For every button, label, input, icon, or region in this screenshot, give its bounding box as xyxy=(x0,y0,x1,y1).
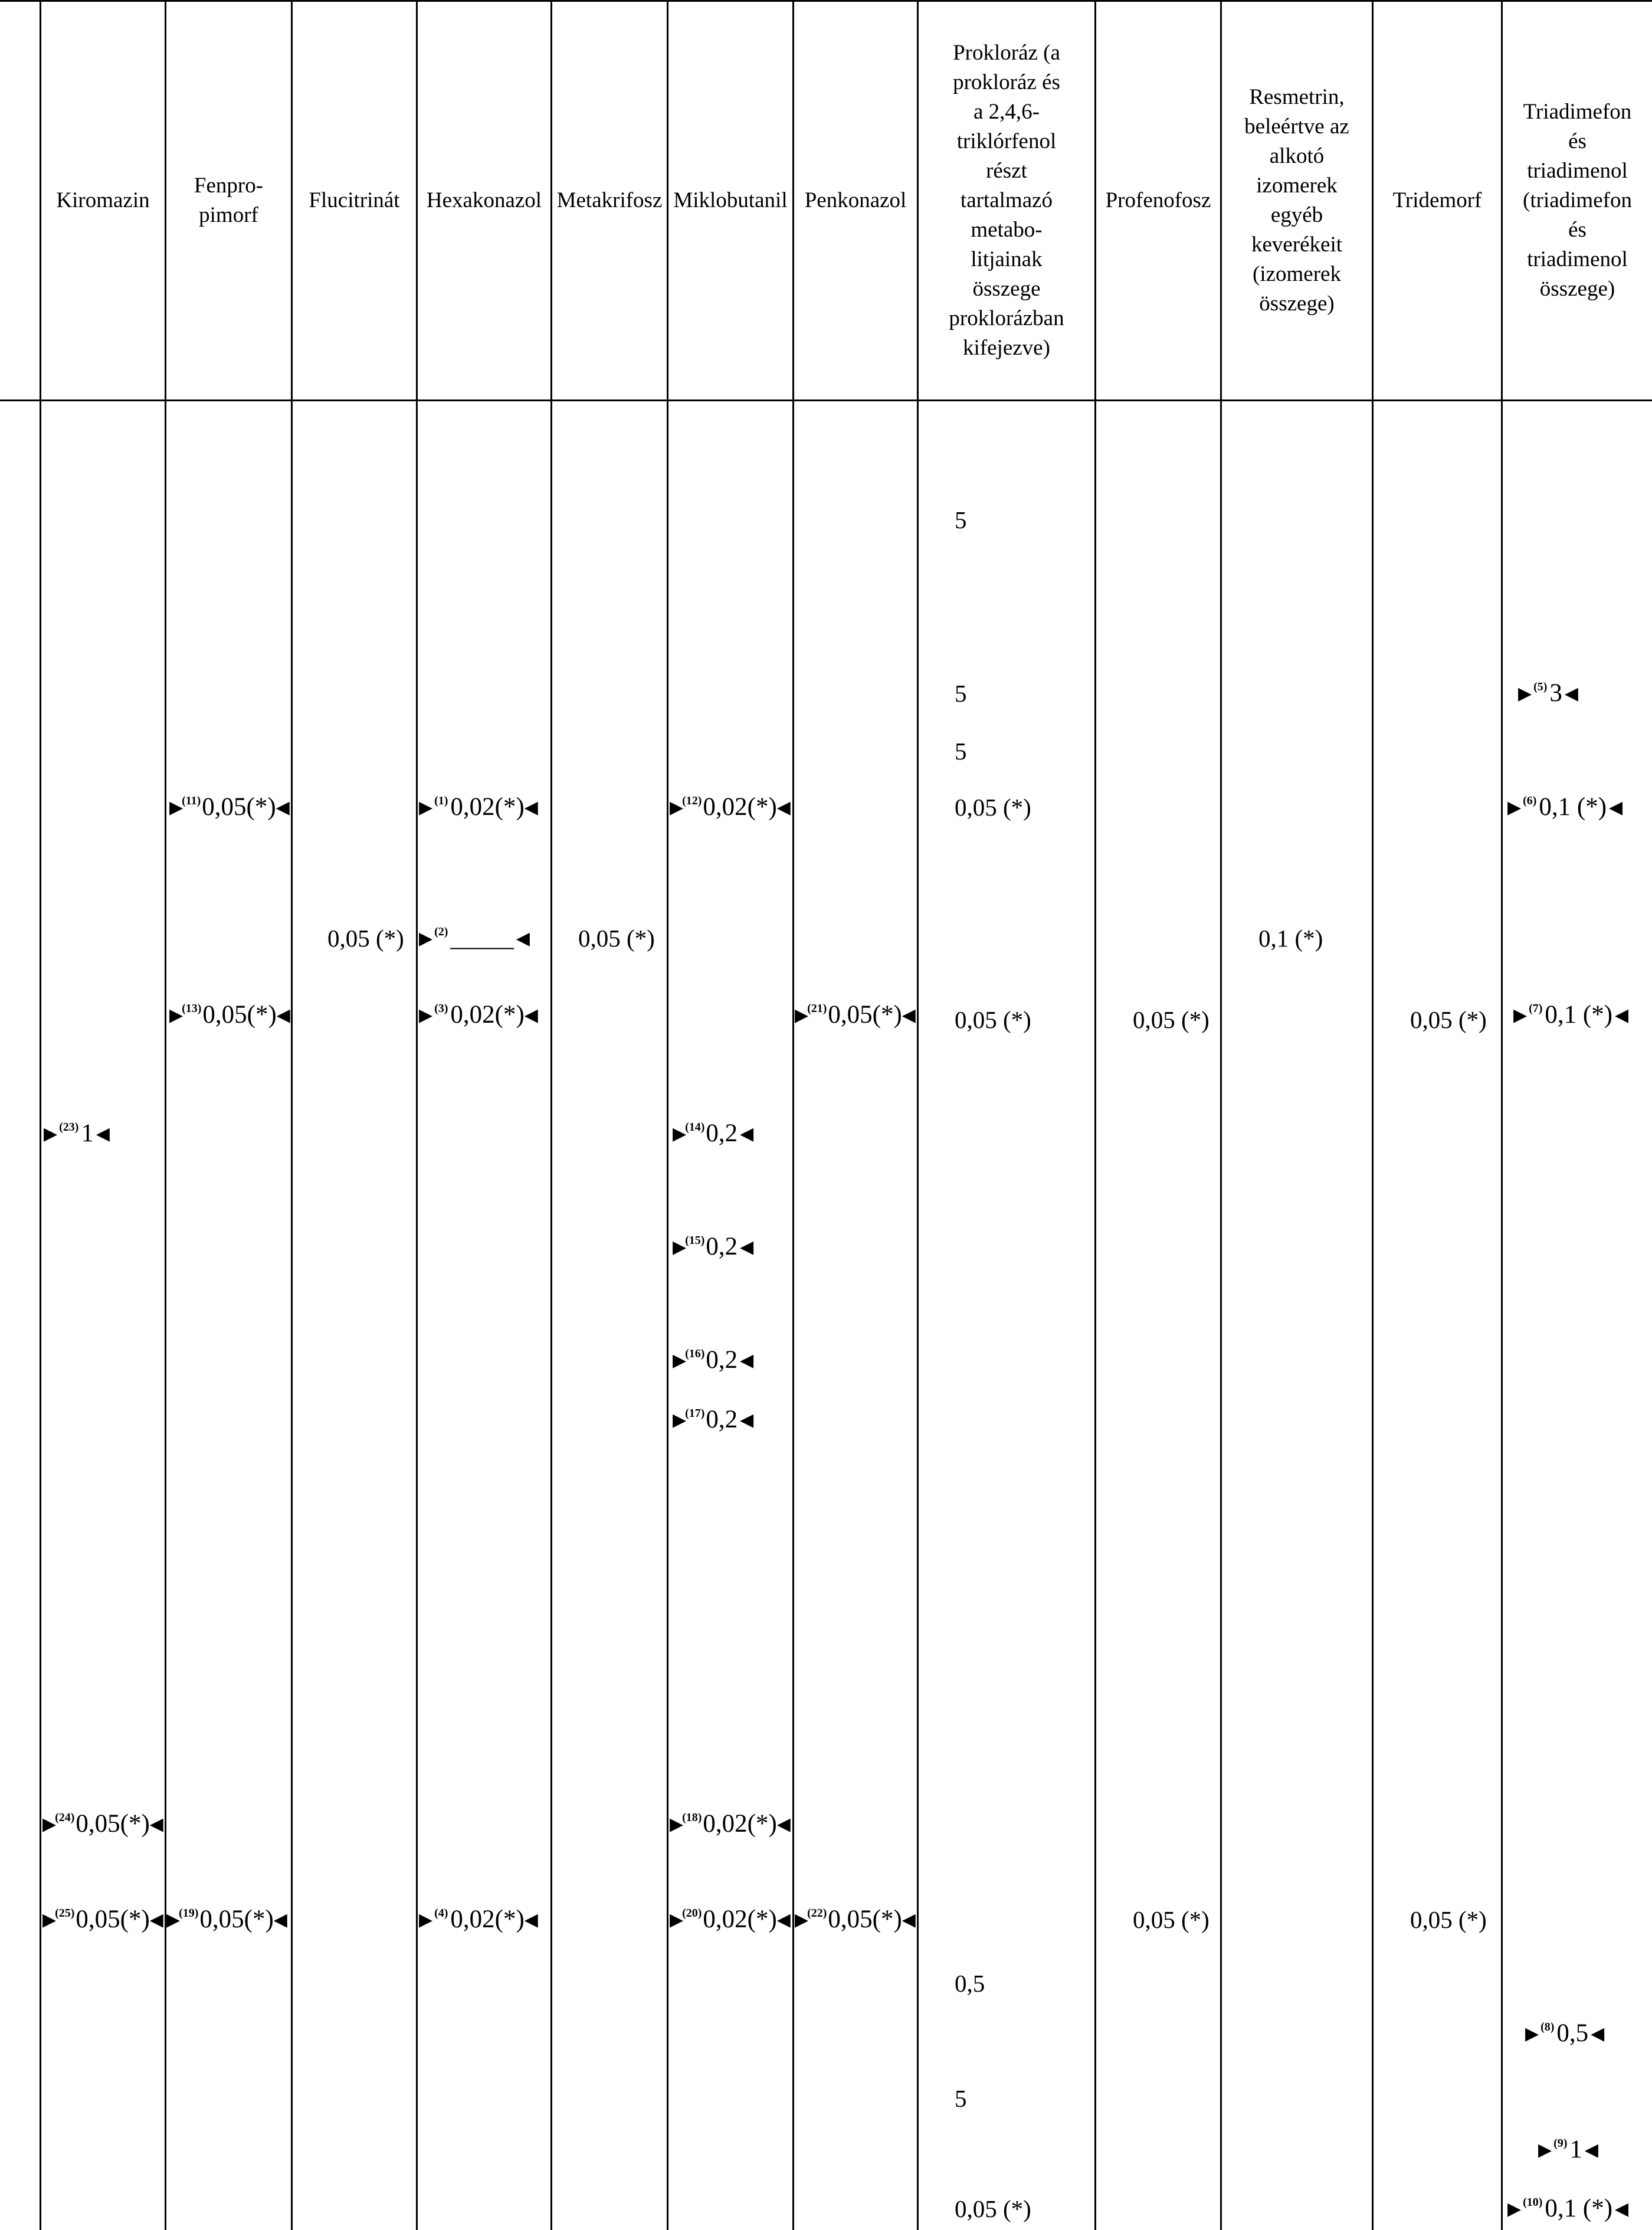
header-metakrifosz: Metakrifosz xyxy=(556,188,663,212)
residue-limit-cell: ▶$^{(12)}$0,02(*)◀ xyxy=(670,793,791,821)
residue-limit-cell: 0,1 (*) xyxy=(1258,925,1323,952)
header-prokloraz: Prokloráz (a prokloráz és a 2,4,6- triklórfenol részt tartalmazó metabo- litjainak összege proklorázban kifejezve) xyxy=(949,41,1064,360)
residue-limit-cell: ▶$^{(14)}$0,2 ◀ xyxy=(673,1119,754,1147)
residue-limit-cell: 0,05 (*) xyxy=(1133,1906,1210,1933)
residue-limit-cell: 0,05 (*) xyxy=(327,925,404,952)
residue-limit-cell: ▶$^{(25)}$0,05(*)◀ xyxy=(42,1905,163,1933)
residue-limit-cell: ▶ $^{(9)}$1 ◀ xyxy=(1538,2136,1598,2163)
residue-limit-cell: ▶$^{(11)}$0,05(*)◀ xyxy=(169,793,290,821)
residue-limit-cell: 5 xyxy=(955,680,967,707)
residue-limit-cell: ▶ $^{(6)}$0,1 (*) ◀ xyxy=(1507,793,1623,821)
residue-limit-cell: ▶$^{(17)}$0,2 ◀ xyxy=(673,1406,754,1433)
residue-limit-cell: ▶$^{(24)}$0,05(*)◀ xyxy=(42,1810,163,1838)
residue-limit-cell: ▶ $^{(1)}$0,02(*)◀ xyxy=(419,793,538,821)
residue-limit-cell: ▶ $^{(3)}$0,02(*)◀ xyxy=(419,1001,538,1029)
residue-limit-cell: ▶$^{(21)}$0,05(*)◀ xyxy=(795,1001,916,1029)
header-flucitrinat: Flucitrinát xyxy=(309,188,400,212)
residue-limit-cell: ▶$^{(20)}$0,02(*)◀ xyxy=(670,1905,791,1933)
residue-limit-cell: 0,05 (*) xyxy=(955,1006,1031,1033)
residue-limit-cell: ▶ $^{(4)}$0,02(*)◀ xyxy=(419,1905,538,1933)
header-fenpropimorf: Fenpro- pimorf xyxy=(194,173,264,227)
residue-limit-cell: 0,05 (*) xyxy=(955,2195,1031,2222)
residue-limit-cell: 0,05 (*) xyxy=(1133,1006,1210,1033)
residue-limit-cell: ▶ $^{(10)}$0,1 (*) ◀ xyxy=(1507,2195,1629,2222)
header-hexakonazol: Hexakonazol xyxy=(426,188,542,212)
residue-limit-cell: ▶$^{(22)}$0,05(*)◀ xyxy=(795,1905,916,1933)
residue-limit-cell: ▶ $^{(5)}$3 ◀ xyxy=(1518,679,1578,707)
header-miklobutanil: Miklobutanil xyxy=(673,188,788,212)
residue-limit-cell: 5 xyxy=(955,738,967,765)
header-kiromazin: Kiromazin xyxy=(56,188,150,212)
residue-limit-cell: ▶ $^{(23)}$1 ◀ xyxy=(44,1119,110,1147)
residue-limit-cell: 0,05 (*) xyxy=(1410,1906,1487,1933)
residue-limit-cell: 5 xyxy=(955,506,967,533)
residue-limit-cell: ▶$^{(16)}$0,2 ◀ xyxy=(673,1346,754,1374)
residue-limit-cell: ▶$^{(19)}$0,05(*)◀ xyxy=(166,1905,287,1933)
header-tridemorf: Tridemorf xyxy=(1392,188,1482,212)
residue-limit-cell: ▶ $^{(8)}$0,5 ◀ xyxy=(1525,2019,1605,2047)
residue-limit-cell: 0,05 (*) xyxy=(955,794,1031,821)
residue-limit-cell: 0,5 xyxy=(955,1970,985,1997)
header-triadimefon: Triadimefon és triadimenol (triadimefon és triadimenol összege) xyxy=(1523,100,1632,301)
residue-limit-cell: 5 xyxy=(955,2085,967,2112)
residue-limit-cell: ▶$^{(13)}$0,05(*)◀ xyxy=(169,1001,290,1029)
header-divider xyxy=(0,399,1652,401)
residue-limit-cell: ▶$^{(15)}$0,2 ◀ xyxy=(673,1233,754,1260)
header-profenofosz: Profenofosz xyxy=(1105,188,1211,212)
header-resmetrin: Resmetrin, beleértve az alkotó izomerek egyéb keverékeit (izomerek összege) xyxy=(1244,85,1349,316)
residue-limit-cell: ▶$^{(18)}$0,02(*)◀ xyxy=(670,1810,791,1838)
header-penkonazol: Penkonazol xyxy=(804,188,907,212)
residue-limit-cell: ▶ $^{(2)}$_____ ◀ xyxy=(419,924,530,952)
residue-limit-cell: ▶ $^{(7)}$0,1 (*) ◀ xyxy=(1513,1001,1629,1029)
residue-limit-cell: 0,05 (*) xyxy=(578,925,655,952)
residue-limit-cell: 0,05 (*) xyxy=(1410,1006,1487,1033)
